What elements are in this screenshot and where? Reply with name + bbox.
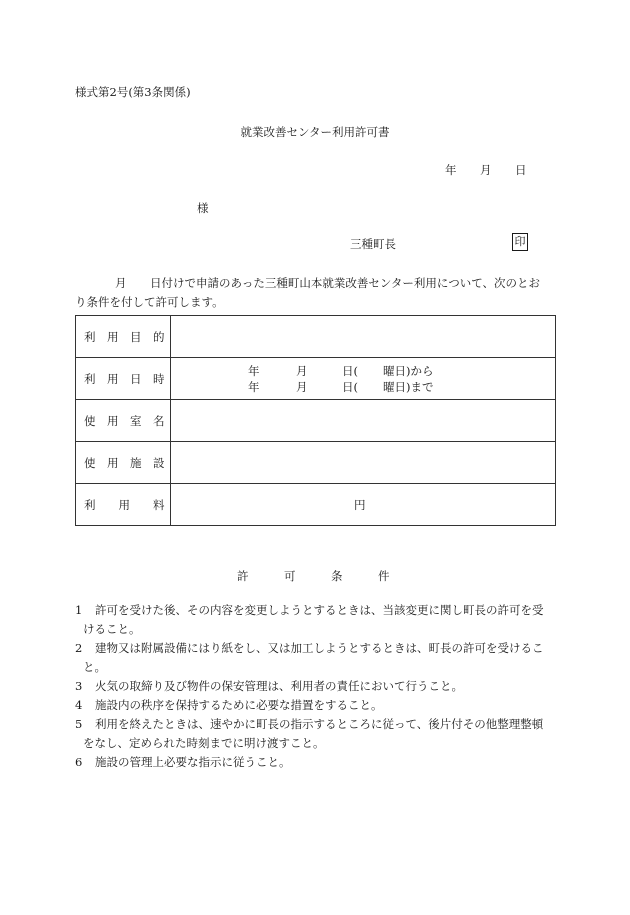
issuer-name: 三種町長 <box>350 237 396 251</box>
conditions-title-char: 条 <box>331 569 343 583</box>
room-value-cell <box>171 400 556 442</box>
row-label-cell <box>76 316 171 358</box>
to-weekday: 曜日)まで <box>383 380 434 394</box>
condition-number: 6 <box>75 755 83 769</box>
intro-line-1: 日付けで申請のあった三種町山本就業改善センター利用について、次のとお <box>150 276 540 290</box>
row-label: 使 用 施 設 <box>84 455 165 470</box>
from-year: 年 <box>248 364 260 378</box>
table-row <box>76 400 556 442</box>
fee-unit: 円 <box>354 497 366 512</box>
facility-value-cell <box>171 442 556 484</box>
date-day: 日 <box>515 163 527 177</box>
condition-number: 5 <box>75 717 83 731</box>
to-day: 日( <box>342 380 358 394</box>
condition-number: 2 <box>75 641 83 655</box>
date-year: 年 <box>445 163 457 177</box>
conditions-title-char: 件 <box>378 569 390 583</box>
condition-item <box>75 639 555 677</box>
row-label-cell <box>76 442 171 484</box>
condition-item <box>75 715 555 753</box>
fee-value-cell <box>171 484 556 526</box>
condition-text: 利用を終えたときは、速やかに町長の指示するところに従って、後片付その他整理整頓 <box>95 717 544 731</box>
seal-mark: 印 <box>512 233 528 251</box>
row-label: 使 用 室 名 <box>84 413 165 428</box>
table-row <box>76 484 556 526</box>
date-month: 月 <box>480 163 492 177</box>
intro-month: 月 <box>115 276 127 290</box>
condition-text: 施設内の秩序を保持するために必要な措置をすること。 <box>95 698 383 712</box>
condition-text-cont: けること。 <box>83 622 141 636</box>
row-label-cell <box>76 400 171 442</box>
from-weekday: 曜日)から <box>383 364 434 378</box>
condition-number: 3 <box>75 679 83 693</box>
condition-item <box>75 696 555 715</box>
addressee-suffix: 様 <box>197 201 209 215</box>
condition-text-cont: と。 <box>83 660 106 674</box>
conditions-title-char: 許 <box>237 569 249 583</box>
table-row <box>76 442 556 484</box>
condition-text: 施設の管理上必要な指示に従うこと。 <box>95 755 291 769</box>
form-number: 様式第2号(第3条関係) <box>75 85 191 99</box>
condition-text: 許可を受けた後、その内容を変更しようとするときは、当該変更に関し町長の許可を受 <box>95 603 544 617</box>
from-month: 月 <box>296 364 308 378</box>
row-label: 利 用 目 的 <box>84 329 165 344</box>
row-label-cell <box>76 358 171 400</box>
conditions-title-char: 可 <box>284 569 296 583</box>
table-row <box>76 358 556 400</box>
row-label: 利 用 料 <box>84 497 165 512</box>
document-title: 就業改善センター利用許可書 <box>240 125 390 139</box>
to-month: 月 <box>296 380 308 394</box>
to-year: 年 <box>248 380 260 394</box>
condition-item <box>75 753 555 772</box>
condition-text: 火気の取締り及び物件の保安管理は、利用者の責任において行うこと。 <box>95 679 463 693</box>
schedule-value-cell <box>171 358 556 400</box>
table-row <box>76 316 556 358</box>
condition-text: 建物又は附属設備にはり紙をし、又は加工しようとするときは、町長の許可を受けるこ <box>95 641 544 655</box>
condition-item <box>75 601 555 639</box>
purpose-value-cell <box>171 316 556 358</box>
condition-number: 1 <box>75 603 83 617</box>
condition-number: 4 <box>75 698 83 712</box>
row-label: 利 用 日 時 <box>84 371 165 386</box>
intro-line-2: り条件を付して許可します。 <box>75 295 224 309</box>
conditions-list <box>75 601 555 772</box>
condition-item <box>75 677 555 696</box>
usage-details-table <box>75 315 556 526</box>
condition-text-cont: をなし、定められた時刻までに明け渡すこと。 <box>83 736 325 750</box>
row-label-cell <box>76 484 171 526</box>
from-day: 日( <box>342 364 358 378</box>
